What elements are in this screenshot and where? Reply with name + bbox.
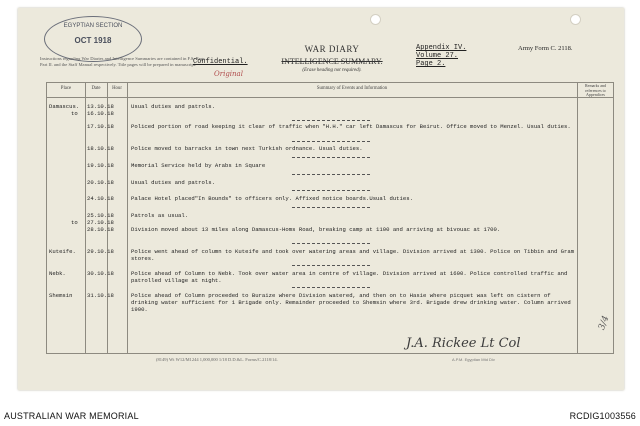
- title-erase-note: (Erase heading not required).: [302, 68, 362, 73]
- row-date: 18.10.18: [87, 145, 114, 152]
- header-divider: [47, 97, 613, 98]
- row-text: Memorial Service held by Arabs in Square: [131, 162, 266, 169]
- header-hour: Hour: [112, 86, 122, 91]
- signature: J.A. Rickee Lt Col: [406, 336, 521, 351]
- entry-separator: [292, 190, 370, 191]
- row-date: 13.10.18: [87, 103, 114, 110]
- instructions-text: Instructions regarding War Diaries and Intelligence Summaries are contained in F.S. Regs., Part II. and the Staff Manual respectively. Title pages will be prepared in manuscript.: [40, 56, 208, 67]
- row-place: to: [71, 219, 78, 226]
- signature-stamp: A.P.M. Egyptian Mtd Div: [452, 357, 495, 362]
- row-date: 30.10.18: [87, 270, 114, 277]
- row-date: 31.10.18: [87, 292, 114, 299]
- printer-imprint: (8149) Wt W12/M1244 1,000,000 1/18 D.D.&L. Forms/C.2118/14.: [156, 357, 278, 362]
- header-date: Date: [91, 86, 101, 91]
- row-date: 16.10.18: [87, 110, 114, 117]
- row-text: Palace Hotel placed"In Bounds" to officers only. Affixed notice boards.Usual duties.: [131, 195, 413, 202]
- row-text: Division moved about 13 miles along Damascus-Homs Road, breaking camp at 1100 and arriving at bivouac at 1700.: [131, 226, 501, 233]
- header-place: Place: [60, 86, 72, 91]
- row-text: Police ahead of Column to Nebk. Took over water area in centre of village. Division arrived at 1600. Police controlled traffic and patrolled village at night.: [131, 270, 568, 284]
- row-date: 24.10.18: [87, 195, 114, 202]
- confidential-label: Confidential.: [193, 58, 248, 66]
- original-annotation: Original: [214, 70, 243, 78]
- row-date: 17.10.18: [87, 123, 114, 130]
- margin-annotation: 3/4: [597, 314, 612, 332]
- row-place: Shemsin: [49, 292, 73, 299]
- header-remarks: Remarks and references to Appendices: [585, 83, 606, 97]
- archive-credit: AUSTRALIAN WAR MEMORIAL: [4, 411, 139, 421]
- punch-hole: [570, 14, 581, 25]
- row-date: 29.10.18: [87, 248, 114, 255]
- row-place: Nebk.: [49, 270, 66, 277]
- column-divider: [85, 83, 86, 353]
- entry-separator: [292, 287, 370, 288]
- entry-separator: [292, 157, 370, 158]
- stamp-date: OCT 1918: [74, 36, 112, 45]
- row-place: Kuteife.: [49, 248, 76, 255]
- punch-hole: [370, 14, 381, 25]
- row-text: Usual duties and patrols.: [131, 103, 215, 110]
- entry-separator: [292, 120, 370, 121]
- entry-separator: [292, 174, 370, 175]
- row-date: 20.10.18: [87, 179, 114, 186]
- row-text: Police ahead of Column proceeded to Buraize where Division watered, and then on to Hasie where picquet was left on cistern of drinking water sufficient for 1 Brigade only. Remainder proceeded to Shemsin where 3rd. Brigade drew drinking water. Column arrived 1900.: [131, 292, 571, 313]
- row-text: Police moved to barracks in town next Turkish ordnance. Usual duties.: [131, 145, 363, 152]
- diary-table: [46, 82, 614, 354]
- entry-separator: [292, 265, 370, 266]
- entry-separator: [292, 243, 370, 244]
- title-intelligence-summary: INTELLIGENCE SUMMARY.: [281, 57, 383, 66]
- volume-label: Volume 27.: [416, 52, 459, 60]
- header-summary: Summary of Events and Information: [316, 86, 388, 91]
- entry-separator: [292, 141, 370, 142]
- row-text: Patrols as usual.: [131, 212, 189, 219]
- row-text: Usual duties and patrols.: [131, 179, 215, 186]
- form-title: [280, 44, 384, 73]
- row-date: 19.10.18: [87, 162, 114, 169]
- title-war-diary: WAR DIARY: [304, 44, 360, 54]
- army-form-number: Army Form C. 2118.: [518, 45, 573, 52]
- row-place: to: [71, 110, 78, 117]
- row-date: 25.10.18: [87, 212, 114, 219]
- page-label: Page 2.: [416, 60, 446, 68]
- row-date: 28.10.18: [87, 226, 114, 233]
- row-date: 27.10.18: [87, 219, 114, 226]
- entry-separator: [292, 207, 370, 208]
- stamp-text: EGYPTIAN SECTION: [63, 23, 123, 29]
- row-place: Damascus.: [49, 103, 80, 110]
- row-text: Policed portion of road keeping it clear of traffic when "H.H." car left Damascus for Beirut. Office moved to Menzel. Usual duties.: [131, 123, 571, 130]
- column-divider: [127, 83, 128, 353]
- appendix-label: Appendix IV.: [416, 44, 467, 52]
- column-divider: [577, 83, 578, 353]
- appendix-reference: [416, 44, 466, 68]
- archive-reference: RCDIG1003556: [569, 411, 636, 421]
- row-text: Police went ahead of column to Kuteife and took over watering areas and village. Division arrived at 1300. Police on Tibbin and Gram stores.: [131, 248, 575, 262]
